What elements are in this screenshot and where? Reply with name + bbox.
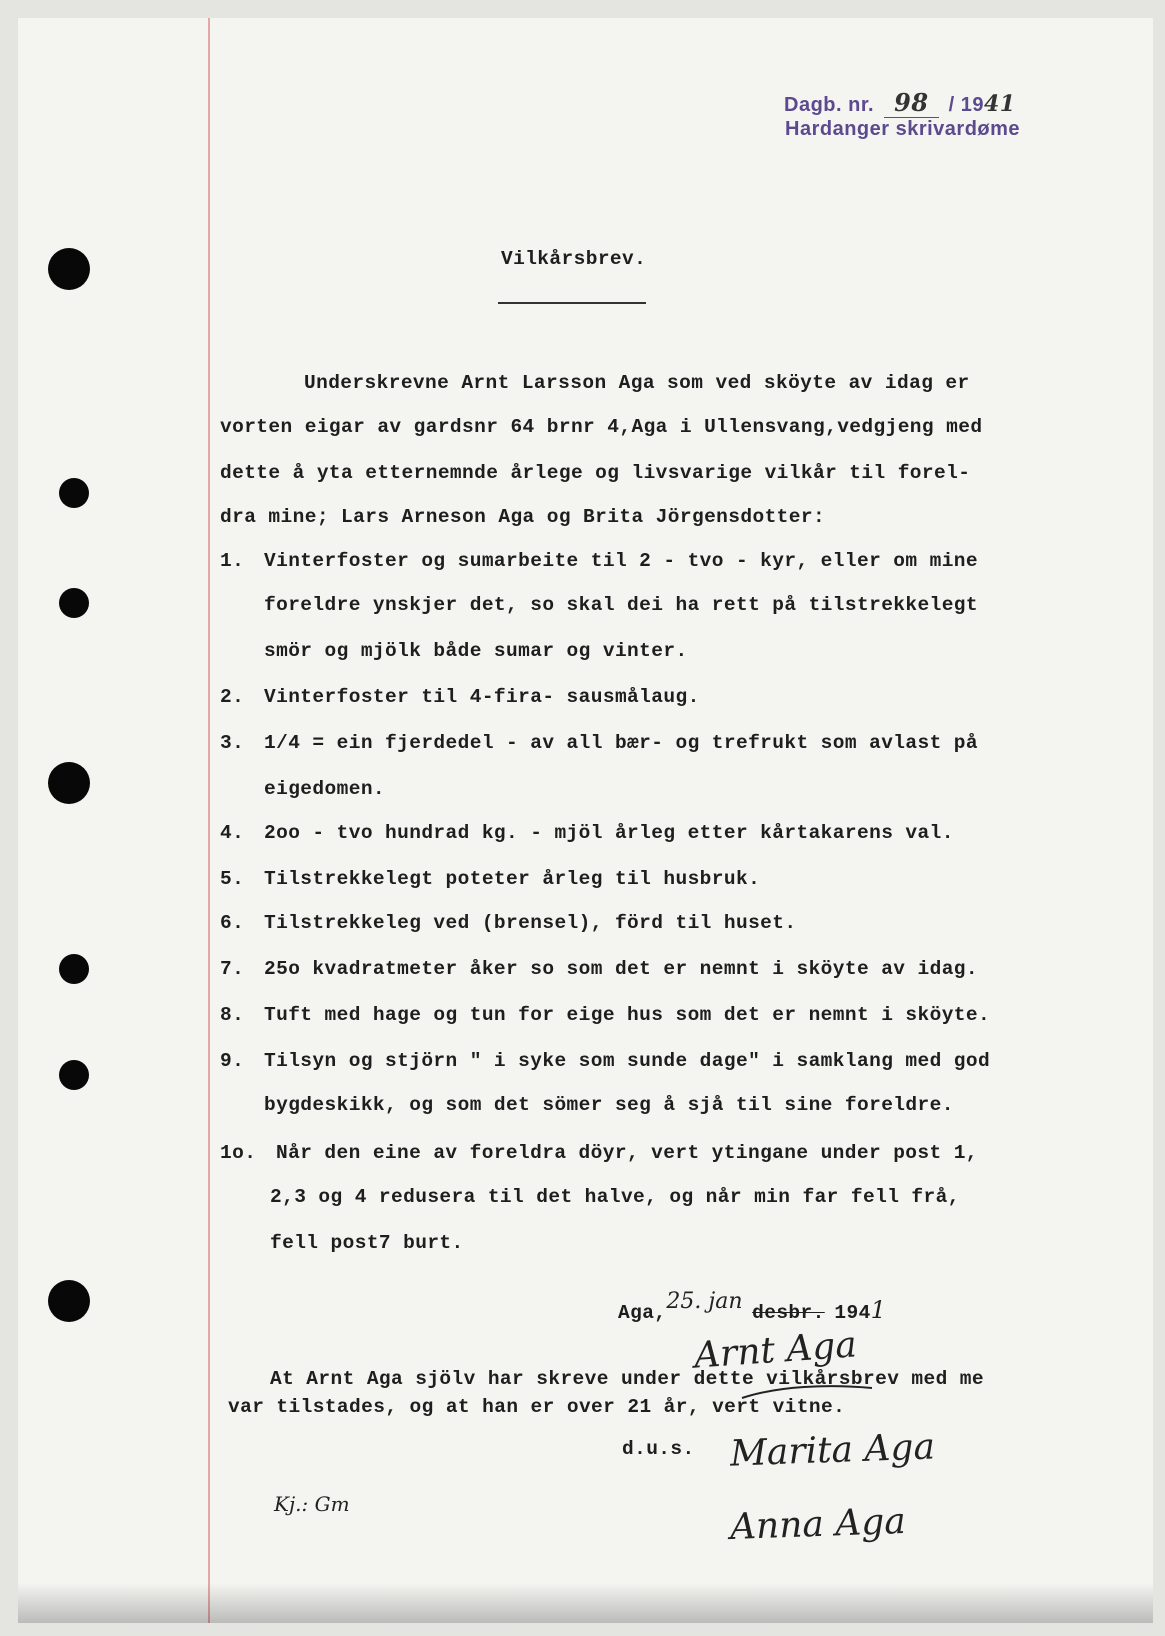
item-line: 2oo - tvo hundrad kg. - mjöl årleg etter kårtakarens val. xyxy=(264,822,954,844)
item-line: 2,3 og 4 redusera til det halve, og når min far fell frå, xyxy=(270,1186,960,1208)
item-number: 1. xyxy=(220,550,245,572)
signature-witness-1: Marita Aga xyxy=(729,1426,936,1475)
punch-hole xyxy=(48,1280,90,1322)
date-line xyxy=(618,1289,886,1324)
item-line: Tilsyn og stjörn " i syke som sunde dage" i samklang med god xyxy=(264,1050,991,1072)
stamp-prefix: Dagb. nr. xyxy=(784,94,875,116)
punch-hole xyxy=(59,478,89,508)
item-number: 4. xyxy=(220,822,245,844)
date-year: 194 xyxy=(834,1302,871,1324)
date-place: Aga, xyxy=(618,1302,667,1324)
date-handwritten: 25. jan xyxy=(666,1289,743,1314)
document-title: Vilkårsbrev. xyxy=(501,248,647,270)
punch-hole xyxy=(59,954,89,984)
stamp-year: / 19 xyxy=(948,94,984,116)
signature-witness-2: Anna Aga xyxy=(729,1500,907,1549)
dus-abbrev: d.u.s. xyxy=(622,1438,695,1460)
signature-arnt: Arnt Aga xyxy=(692,1324,859,1377)
item-number: 2. xyxy=(220,686,245,708)
item-line: bygdeskikk, og som det sömer seg å sjå til sine foreldre. xyxy=(264,1094,954,1116)
item-line: Tilstrekkelegt poteter årleg til husbruk. xyxy=(264,868,761,890)
item-line: 1/4 = ein fjerdedel - av all bær- og trefrukt som avlast på xyxy=(264,732,979,754)
item-number: 1o. xyxy=(220,1142,257,1164)
item-line: foreldre ynskjer det, so skal dei ha rett på tilstrekkelegt xyxy=(264,594,979,616)
item-number: 9. xyxy=(220,1050,245,1072)
stamp-office: Hardanger skrivardøme xyxy=(785,118,1021,140)
witness-line: var tilstades, og at han er over 21 år, vert vitne. xyxy=(228,1396,846,1418)
document-page xyxy=(18,18,1153,1623)
margin-rule xyxy=(208,18,210,1623)
item-number: 5. xyxy=(220,868,245,890)
date-year-hand: 1 xyxy=(870,1296,886,1324)
stamp-number: 98 xyxy=(884,88,938,118)
item-line: Tuft med hage og tun for eige hus som det er nemnt i sköyte. xyxy=(264,1004,991,1026)
item-line: Når den eine av foreldra döyr, vert ytingane under post 1, xyxy=(276,1142,978,1164)
punch-hole xyxy=(48,762,90,804)
intro-line: dra mine; Lars Arneson Aga og Brita Jörgensdotter: xyxy=(220,506,826,528)
item-number: 8. xyxy=(220,1004,245,1026)
item-number: 3. xyxy=(220,732,245,754)
item-line: eigedomen. xyxy=(264,778,386,800)
item-line: 25o kvadratmeter åker so som det er nemnt i sköyte av idag. xyxy=(264,958,979,980)
date-struck-month: desbr. xyxy=(752,1302,825,1324)
item-line: smör og mjölk både sumar og vinter. xyxy=(264,640,688,662)
item-line: Vinterfoster til 4-fira- sausmålaug. xyxy=(264,686,700,708)
punch-hole xyxy=(59,588,89,618)
intro-line: vorten eigar av gardsnr 64 brnr 4,Aga i Ullensvang,vedgjeng med xyxy=(220,416,983,438)
item-number: 7. xyxy=(220,958,245,980)
margin-note: Kj.: Gm xyxy=(274,1492,350,1516)
intro-line: Underskrevne Arnt Larsson Aga som ved sköyte av idag er xyxy=(304,372,970,394)
item-line: fell post7 burt. xyxy=(270,1232,464,1254)
punch-hole xyxy=(48,248,90,290)
registry-stamp xyxy=(784,88,1016,117)
item-line: Tilstrekkeleg ved (brensel), förd til huset. xyxy=(264,912,797,934)
punch-hole xyxy=(59,1060,89,1090)
witness-line: At Arnt Aga sjölv har skreve under dette vilkårsbrev med me xyxy=(270,1368,985,1390)
intro-line: dette å yta etternemnde årlege og livsvarige vilkår til forel- xyxy=(220,462,971,484)
title-underline xyxy=(498,302,646,304)
item-number: 6. xyxy=(220,912,245,934)
item-line: Vinterfoster og sumarbeite til 2 - tvo - kyr, eller om mine xyxy=(264,550,979,572)
stamp-year-end: 41 xyxy=(983,91,1016,117)
